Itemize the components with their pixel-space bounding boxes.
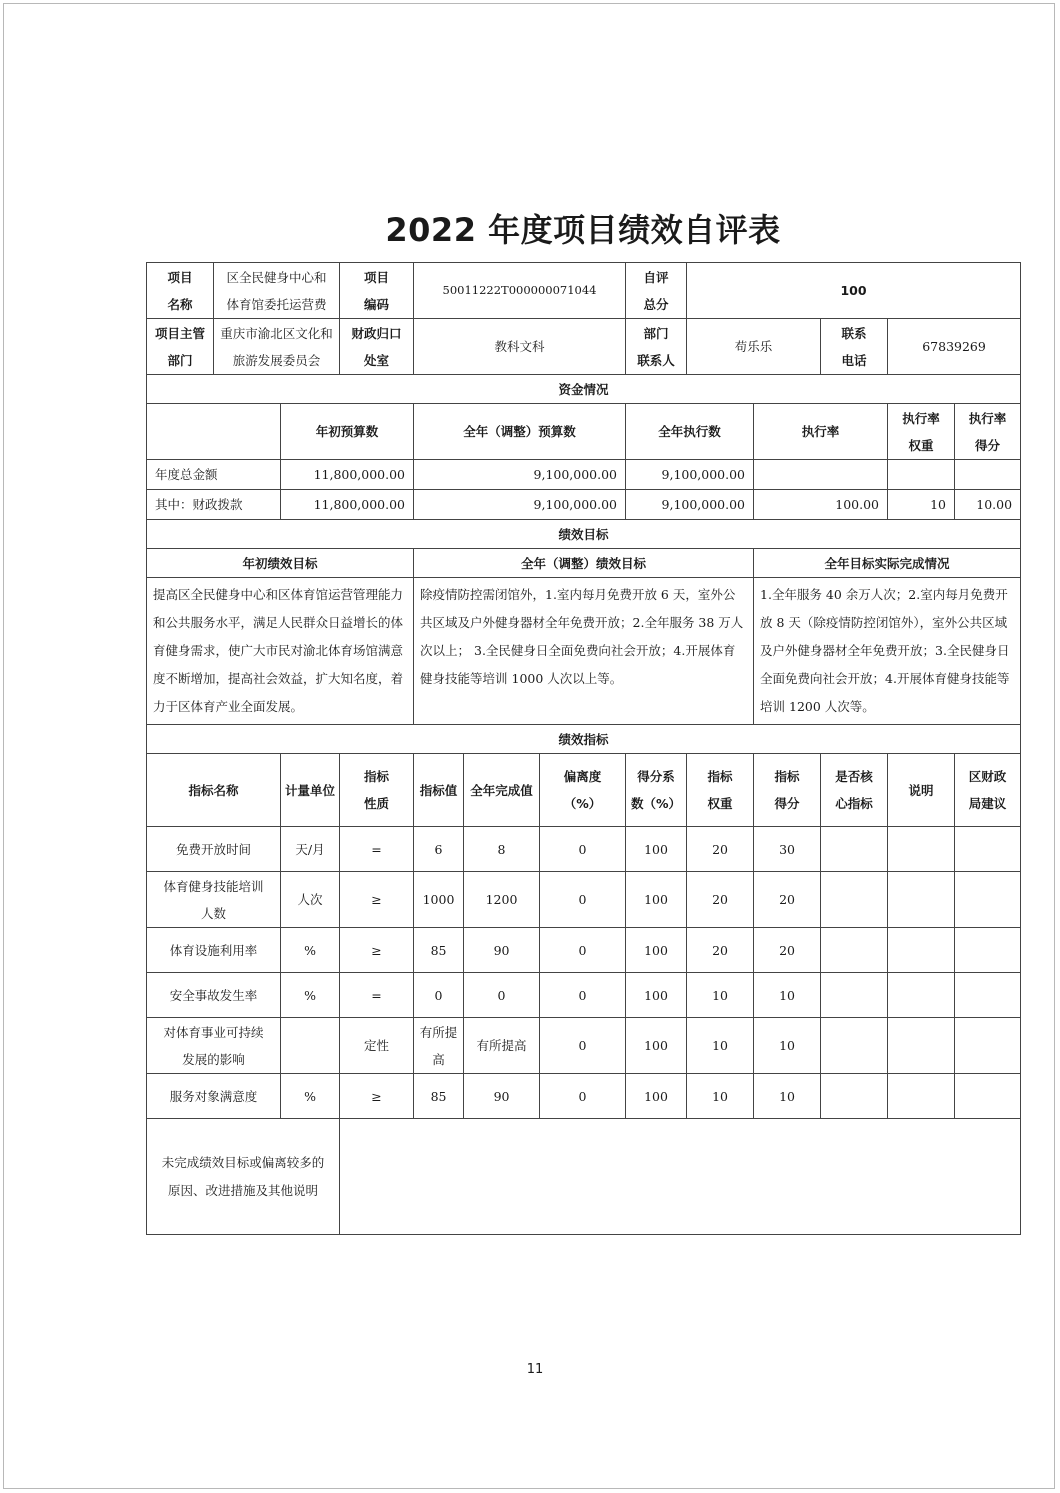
indicator-actual: 0 xyxy=(464,973,540,1018)
indicator-header-actual: 全年完成值 xyxy=(464,754,540,827)
indicator-target: 1000 xyxy=(414,872,464,928)
indicator-nature: ≥ xyxy=(340,928,414,973)
indicator-unit: % xyxy=(281,973,340,1018)
indicator-name: 安全事故发生率 xyxy=(147,973,281,1018)
indicator-name: 体育设施利用率 xyxy=(147,928,281,973)
indicator-actual: 8 xyxy=(464,827,540,872)
indicator-coef: 100 xyxy=(626,928,687,973)
evaluation-table xyxy=(146,262,1021,1235)
funds-score-value xyxy=(955,460,1021,490)
indicator-target: 85 xyxy=(414,1074,464,1119)
indicator-header-target: 指标值 xyxy=(414,754,464,827)
info-row-1 xyxy=(147,263,1021,319)
funds-header-executed: 全年执行数 xyxy=(626,404,754,460)
indicator-unit: % xyxy=(281,1074,340,1119)
indicator-coef: 100 xyxy=(626,1018,687,1074)
indicator-coef: 100 xyxy=(626,1074,687,1119)
indicator-score: 30 xyxy=(754,827,821,872)
finance-office-value: 教科文科 xyxy=(414,319,626,375)
indicator-advice xyxy=(955,1074,1021,1119)
self-score-label: 自评 总分 xyxy=(626,263,687,319)
indicator-target: 6 xyxy=(414,827,464,872)
indicator-target: 有所提高 xyxy=(414,1018,464,1074)
indicator-advice xyxy=(955,827,1021,872)
indicator-header-coef: 得分系 数（%） xyxy=(626,754,687,827)
indicator-core xyxy=(821,928,888,973)
page-number: 11 xyxy=(526,1362,544,1377)
indicator-name: 免费开放时间 xyxy=(147,827,281,872)
indicator-advice xyxy=(955,872,1021,928)
remarks-label: 未完成绩效目标或偏离较多的 原因、改进措施及其他说明 xyxy=(147,1119,340,1235)
indicator-unit xyxy=(281,1018,340,1074)
funds-header-rate: 执行率 xyxy=(754,404,888,460)
goals-actual-text: 1.全年服务 40 余万人次；2.室内每月免费开放 8 天（除疫情防控闭馆外），室外公共区域及户外健身器材全年免费开放；3.全民健身日全面免费向社会开放；4.开展体育健身技能等培训 1200 人次等。 xyxy=(754,578,1021,725)
funds-rate-value xyxy=(754,460,888,490)
remarks-text xyxy=(340,1119,1021,1235)
project-name-value: 区全民健身中心和 体育馆委托运营费 xyxy=(214,263,340,319)
indicator-name: 体育健身技能培训 人数 xyxy=(147,872,281,928)
page-title: 2022 年度项目绩效自评表 xyxy=(385,211,781,249)
indicator-note xyxy=(888,973,955,1018)
finance-office-label: 财政归口 处室 xyxy=(340,319,414,375)
goals-adjusted-text: 除疫情防控需闭馆外，1.室内每月免费开放 6 天，室外公共区域及户外健身器材全年免费开放；2.全年服务 38 万人次以上； 3.全民健身日全面免费向社会开放；4.开展体育健身技能等培训 1000 人次以上等。 xyxy=(414,578,754,725)
funds-header-blank xyxy=(147,404,281,460)
goals-header-initial: 年初绩效目标 xyxy=(147,549,414,578)
funds-header-row xyxy=(147,404,1021,460)
funds-header-initial: 年初预算数 xyxy=(281,404,414,460)
indicator-weight: 10 xyxy=(687,1074,754,1119)
funds-row-fiscal xyxy=(147,490,1021,520)
funds-executed-value: 9,100,000.00 xyxy=(626,460,754,490)
indicator-header-weight: 指标 权重 xyxy=(687,754,754,827)
funds-section-title: 资金情况 xyxy=(147,375,1021,404)
indicator-deviation: 0 xyxy=(540,928,626,973)
indicator-row xyxy=(147,872,1021,928)
indicator-header-nature: 指标 性质 xyxy=(340,754,414,827)
indicator-nature: 定性 xyxy=(340,1018,414,1074)
project-name-label: 项目 名称 xyxy=(147,263,214,319)
funds-executed-value: 9,100,000.00 xyxy=(626,490,754,520)
department-value: 重庆市渝北区文化和 旅游发展委员会 xyxy=(214,319,340,375)
indicator-note xyxy=(888,928,955,973)
indicator-header-unit: 计量单位 xyxy=(281,754,340,827)
indicator-header-note: 说明 xyxy=(888,754,955,827)
indicator-deviation: 0 xyxy=(540,1074,626,1119)
indicator-weight: 20 xyxy=(687,928,754,973)
funds-header-weight: 执行率 权重 xyxy=(888,404,955,460)
indicator-row xyxy=(147,1018,1021,1074)
goals-section-row xyxy=(147,520,1021,549)
indicator-deviation: 0 xyxy=(540,872,626,928)
indicators-section-row xyxy=(147,725,1021,754)
funds-weight-value xyxy=(888,460,955,490)
info-row-2 xyxy=(147,319,1021,375)
funds-header-adjusted: 全年（调整）预算数 xyxy=(414,404,626,460)
goals-header-adjusted: 全年（调整）绩效目标 xyxy=(414,549,754,578)
indicator-score: 10 xyxy=(754,1018,821,1074)
funds-header-score: 执行率 得分 xyxy=(955,404,1021,460)
project-code-value: 50011222T000000071044 xyxy=(414,263,626,319)
indicator-core xyxy=(821,973,888,1018)
goals-header-row xyxy=(147,549,1021,578)
indicator-core xyxy=(821,827,888,872)
indicator-nature: ≥ xyxy=(340,1074,414,1119)
indicator-advice xyxy=(955,1018,1021,1074)
indicator-actual: 有所提高 xyxy=(464,1018,540,1074)
indicator-unit: 人次 xyxy=(281,872,340,928)
indicator-row xyxy=(147,973,1021,1018)
indicator-core xyxy=(821,1018,888,1074)
indicator-weight: 20 xyxy=(687,872,754,928)
goals-content-row xyxy=(147,578,1021,725)
indicator-name: 服务对象满意度 xyxy=(147,1074,281,1119)
indicator-target: 0 xyxy=(414,973,464,1018)
self-score-value: 100 xyxy=(687,263,1021,319)
indicator-name: 对体育事业可持续 发展的影响 xyxy=(147,1018,281,1074)
funds-score-value: 10.00 xyxy=(955,490,1021,520)
indicator-header-core: 是否核 心指标 xyxy=(821,754,888,827)
goals-header-actual: 全年目标实际完成情况 xyxy=(754,549,1021,578)
department-label: 项目主管 部门 xyxy=(147,319,214,375)
indicator-actual: 1200 xyxy=(464,872,540,928)
indicator-deviation: 0 xyxy=(540,973,626,1018)
funds-initial-value: 11,800,000.00 xyxy=(281,490,414,520)
contact-person-value: 苟乐乐 xyxy=(687,319,821,375)
indicator-advice xyxy=(955,928,1021,973)
indicator-note xyxy=(888,1074,955,1119)
phone-value: 67839269 xyxy=(888,319,1021,375)
indicator-row xyxy=(147,1074,1021,1119)
indicator-note xyxy=(888,1018,955,1074)
indicator-weight: 10 xyxy=(687,1018,754,1074)
indicator-deviation: 0 xyxy=(540,1018,626,1074)
indicator-advice xyxy=(955,973,1021,1018)
indicator-nature: = xyxy=(340,973,414,1018)
indicator-score: 20 xyxy=(754,872,821,928)
goals-initial-text: 提高区全民健身中心和区体育馆运营管理能力和公共服务水平，满足人民群众日益增长的体育健身需求，使广大市民对渝北体育场馆满意度不断增加，提高社会效益，扩大知名度，着力于区体育产业全面发展。 xyxy=(147,578,414,725)
indicator-row xyxy=(147,928,1021,973)
indicator-core xyxy=(821,872,888,928)
funds-weight-value: 10 xyxy=(888,490,955,520)
funds-row-total xyxy=(147,460,1021,490)
indicator-core xyxy=(821,1074,888,1119)
indicator-weight: 20 xyxy=(687,827,754,872)
indicator-score: 20 xyxy=(754,928,821,973)
indicator-score: 10 xyxy=(754,1074,821,1119)
indicator-header-deviation: 偏离度 （%） xyxy=(540,754,626,827)
funds-row-label: 其中：财政拨款 xyxy=(147,490,281,520)
indicator-actual: 90 xyxy=(464,928,540,973)
funds-adjusted-value: 9,100,000.00 xyxy=(414,490,626,520)
funds-row-label: 年度总金额 xyxy=(147,460,281,490)
indicator-header-name: 指标名称 xyxy=(147,754,281,827)
indicators-section-title: 绩效指标 xyxy=(147,725,1021,754)
remarks-row xyxy=(147,1119,1021,1235)
indicator-actual: 90 xyxy=(464,1074,540,1119)
funds-initial-value: 11,800,000.00 xyxy=(281,460,414,490)
indicator-coef: 100 xyxy=(626,973,687,1018)
indicator-row xyxy=(147,827,1021,872)
indicator-coef: 100 xyxy=(626,872,687,928)
indicator-deviation: 0 xyxy=(540,827,626,872)
indicator-coef: 100 xyxy=(626,827,687,872)
funds-adjusted-value: 9,100,000.00 xyxy=(414,460,626,490)
indicator-target: 85 xyxy=(414,928,464,973)
phone-label: 联系 电话 xyxy=(821,319,888,375)
indicator-score: 10 xyxy=(754,973,821,1018)
indicator-note xyxy=(888,872,955,928)
indicators-header-row xyxy=(147,754,1021,827)
funds-rate-value: 100.00 xyxy=(754,490,888,520)
contact-person-label: 部门 联系人 xyxy=(626,319,687,375)
indicator-weight: 10 xyxy=(687,973,754,1018)
indicator-unit: 天/月 xyxy=(281,827,340,872)
indicator-nature: ≥ xyxy=(340,872,414,928)
indicator-note xyxy=(888,827,955,872)
goals-section-title: 绩效目标 xyxy=(147,520,1021,549)
indicator-nature: = xyxy=(340,827,414,872)
indicator-header-advice: 区财政 局建议 xyxy=(955,754,1021,827)
indicator-unit: % xyxy=(281,928,340,973)
funds-section-row xyxy=(147,375,1021,404)
indicator-header-score: 指标 得分 xyxy=(754,754,821,827)
project-code-label: 项目 编码 xyxy=(340,263,414,319)
